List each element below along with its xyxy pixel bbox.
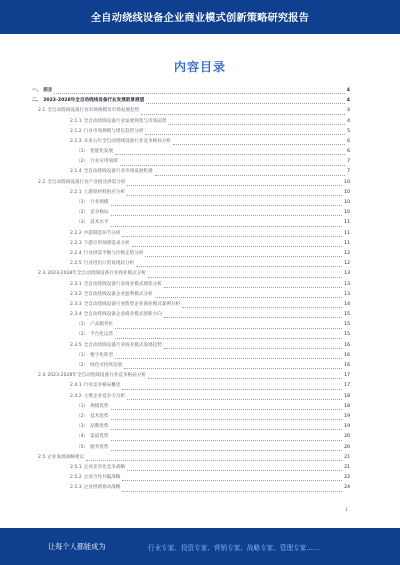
toc-entry-number: （4） <box>76 434 89 440</box>
toc-entry-title: 企业发展战略建议 <box>47 454 85 460</box>
toc-entry-number: 一、 <box>32 87 42 93</box>
toc-entry-title: 数字化转型 <box>90 352 114 358</box>
toc-leader-dots <box>115 337 342 339</box>
toc-entry[interactable] <box>32 341 350 351</box>
toc-entry-page: 22 <box>344 475 350 481</box>
toc-leader-dots <box>120 164 345 166</box>
toc-leader-dots <box>155 174 345 176</box>
toc-entry-title: 全自动绕线设备企业商业模式创新方向 <box>83 312 162 318</box>
toc-entry-title: 产品服务化 <box>90 322 114 328</box>
toc-heading: 内容目录 <box>173 60 226 74</box>
footer-tagline: 行业专家、投资专家、营销专家、战略专家、管理专家…… <box>148 544 320 552</box>
toc-leader-dots <box>111 449 343 451</box>
toc-leader-dots <box>111 225 343 227</box>
toc-entry-number: 2.5.2 <box>70 475 82 481</box>
toc-entry-number: 2.5.1 <box>70 464 82 470</box>
toc-entry-number: 2.2.5 <box>70 261 82 267</box>
toc-leader-dots <box>127 469 342 471</box>
toc-entry-number: 2.1.1 <box>70 118 82 124</box>
toc-entry-number: 2.4 <box>38 373 46 379</box>
toc-entry-page: 11 <box>344 240 350 246</box>
toc-leader-dots <box>115 153 345 155</box>
toc-leader-dots <box>122 235 342 237</box>
toc-entry[interactable] <box>32 412 350 422</box>
toc-entry-title: 全自动绕线设备企业盈利模式分析 <box>83 291 153 297</box>
toc-entry-title: 全自动绕线设备行业市场规模及市场发展趋势 <box>47 108 140 114</box>
toc-entry-page: 15 <box>344 322 350 328</box>
toc-entry-page: 4 <box>347 108 350 114</box>
toc-entry[interactable] <box>32 157 350 167</box>
toc-entry-title: 渠道优势 <box>90 434 109 440</box>
toc-entry-number: （1） <box>76 200 89 206</box>
toc-leader-dots <box>122 490 342 492</box>
toc-entry-title: 技术优势 <box>90 413 109 419</box>
toc-entry-title: 全自动绕线设备行业市场发展机遇 <box>83 169 153 175</box>
toc-leader-dots <box>111 439 343 441</box>
toc-leader-dots <box>111 214 343 216</box>
toc-entry[interactable] <box>32 300 350 310</box>
toc-entry-page: 21 <box>344 454 350 460</box>
toc-entry-page: 4 <box>346 87 350 93</box>
toc-entry-number: （2） <box>76 159 89 165</box>
toc-entry-page: 15 <box>344 332 350 338</box>
toc-entry-number: （3） <box>76 220 89 226</box>
toc-entry[interactable] <box>32 229 350 239</box>
toc-entry-title: 行业规模 <box>90 200 109 206</box>
toc-entry[interactable] <box>32 106 350 116</box>
toc-entry[interactable] <box>32 127 350 137</box>
toc-entry-title: 行业竞争格局概述 <box>83 383 121 389</box>
report-footer <box>0 528 400 565</box>
toc-entry-title: 绿色可持续发展 <box>90 363 123 369</box>
toc-entry-page: 5 <box>347 128 350 134</box>
toc-entry[interactable] <box>32 310 350 320</box>
toc-entry-title: 行业市场规模与增长趋势分析 <box>83 128 144 134</box>
toc-entry-page: 16 <box>344 342 350 348</box>
toc-entry-page: 4 <box>346 98 350 104</box>
toc-leader-dots <box>111 418 343 420</box>
toc-entry-title: 全自动绕线设备行业发展现状与市场前景 <box>83 118 167 124</box>
toc-entry-title: 规模优势 <box>90 403 109 409</box>
toc-entry-page: 20 <box>344 434 350 440</box>
toc-entry-number: 2.4.2 <box>70 393 82 399</box>
toc-entry-page: 6 <box>347 138 350 144</box>
toc-leader-dots <box>148 377 342 379</box>
toc-entry-title: 2023-2028年全自动绕线设备行业竞争格局分析 <box>47 373 146 379</box>
toc-leader-dots <box>124 367 342 369</box>
toc-entry-number: 2.3.5 <box>70 342 82 348</box>
toc-entry-title: 全自动绕线设备行业产业链及供需分析 <box>47 179 126 185</box>
toc-entry-page: 13 <box>344 281 350 287</box>
toc-entry[interactable] <box>32 208 350 218</box>
toc-leader-dots <box>148 276 342 278</box>
toc-entry-title: 品牌优势 <box>90 424 109 430</box>
toc-entry[interactable] <box>32 402 350 412</box>
toc-leader-dots <box>164 316 342 318</box>
toc-entry-title: 全自动绕线设备行业商业模式现状分析 <box>83 281 162 287</box>
toc-entry[interactable] <box>32 188 350 198</box>
toc-leader-dots <box>145 133 345 135</box>
toc-entry-number: （2） <box>76 332 89 338</box>
toc-entry[interactable] <box>32 381 350 391</box>
toc-entry[interactable] <box>32 218 350 228</box>
toc-entry[interactable] <box>32 117 350 127</box>
toc-entry-page: 11 <box>344 220 350 226</box>
toc-entry[interactable] <box>32 259 350 269</box>
toc-entry-page: 19 <box>344 424 350 430</box>
toc-entry-number: 2.3.1 <box>70 281 82 287</box>
toc-entry-page: 21 <box>344 464 350 470</box>
toc-entry-title: 全自动绕线设备行业典型企业商业模式案例分析 <box>83 301 181 307</box>
toc-entry-title: 上游原材料供应分析 <box>83 189 126 195</box>
toc-entry[interactable] <box>32 290 350 300</box>
toc-entry-number: （2） <box>76 413 89 419</box>
toc-entry-number: 2.2.2 <box>70 230 82 236</box>
toc-leader-dots <box>115 327 342 329</box>
toc-entry[interactable] <box>32 331 350 341</box>
toc-leader-dots <box>168 123 345 125</box>
toc-leader-dots <box>115 357 342 359</box>
toc-leader-dots <box>111 408 343 410</box>
toc-entry-page: 10 <box>344 200 350 206</box>
toc-entry-page: 17 <box>344 373 350 379</box>
toc-leader-dots <box>111 428 343 430</box>
toc-entry-page: 18 <box>344 393 350 399</box>
toc-entry[interactable] <box>32 371 350 381</box>
toc-leader-dots <box>164 286 342 288</box>
toc-entry-title: 下游应用领域需求分析 <box>83 240 130 246</box>
toc-entry[interactable] <box>32 392 350 402</box>
toc-entry-page: 20 <box>344 444 350 450</box>
toc-entry[interactable] <box>32 249 350 259</box>
toc-entry[interactable] <box>32 453 350 463</box>
toc-entry-page: 6 <box>347 149 350 155</box>
toc-entry[interactable] <box>32 178 350 188</box>
toc-entry-number: （5） <box>76 444 89 450</box>
toc-entry[interactable] <box>32 463 350 473</box>
toc-leader-dots <box>122 479 342 481</box>
toc-leader-dots <box>145 255 342 257</box>
toc-leader-dots <box>146 102 345 104</box>
toc-leader-dots <box>155 296 343 298</box>
toc-entry-page: 13 <box>344 291 350 297</box>
toc-entry-number: 2.5.3 <box>70 485 82 491</box>
toc-entry-title: 服务优势 <box>90 444 109 450</box>
toc-entry[interactable] <box>32 147 350 157</box>
toc-leader-dots <box>182 306 342 308</box>
toc-entry-page: 16 <box>344 352 350 358</box>
toc-entry-title: 中游制造环节分析 <box>83 230 121 236</box>
toc-entry-page: 17 <box>344 383 350 389</box>
toc-entry[interactable] <box>32 351 350 361</box>
toc-entry-page: 12 <box>344 250 350 256</box>
toc-leader-dots <box>54 92 344 94</box>
toc-entry-number: 2.1.2 <box>70 128 82 134</box>
toc-entry[interactable] <box>32 280 350 290</box>
toc-entry-page: 19 <box>344 413 350 419</box>
toc-entry-page: 16 <box>344 363 350 369</box>
toc-entry-number: （2） <box>76 210 89 216</box>
toc-entry-number: 2.2 <box>38 179 46 185</box>
toc-entry-number: 2.1 <box>38 108 46 114</box>
footer-slogan: 让每个人都能成为 <box>48 542 106 551</box>
toc-leader-dots <box>164 347 342 349</box>
toc-leader-dots <box>127 194 342 196</box>
toc-entry-title: 2023-2028年全自动绕线设备行业商业模式分析 <box>47 271 146 277</box>
toc-entry[interactable] <box>32 239 350 249</box>
report-header <box>0 0 400 34</box>
toc-entry-title: 行业应用领域 <box>90 159 118 165</box>
toc-leader-dots <box>173 143 345 145</box>
toc-entry-title: 2023-2028年全自动绕线设备行业发展前景展望 <box>43 98 145 104</box>
toc-entry-title: 技术水平 <box>90 220 109 226</box>
toc-entry-number: 2.3.2 <box>70 291 82 297</box>
toc-entry-title: 企业创新驱动战略 <box>83 485 121 491</box>
toc-entry-page: 15 <box>344 312 350 318</box>
toc-entry[interactable] <box>32 168 350 178</box>
toc-entry[interactable] <box>32 432 350 442</box>
toc-entry-page: 10 <box>344 210 350 216</box>
toc-entry-number: （1） <box>76 403 89 409</box>
toc-entry-title: 行业进出口贸易现状分析 <box>83 261 135 267</box>
toc-entry[interactable] <box>32 473 350 483</box>
toc-entry-page: 10 <box>344 189 350 195</box>
toc-leader-dots <box>132 245 342 247</box>
toc-entry-title: 前言 <box>43 87 53 93</box>
toc-entry-title: 未来五年全自动绕线设备行业竞争格局分析 <box>83 138 171 144</box>
toc-entry[interactable] <box>32 137 350 147</box>
toc-entry[interactable] <box>32 269 350 279</box>
toc-leader-dots <box>86 459 342 461</box>
page-number: 1 <box>345 508 348 513</box>
toc-entry-number: 2.4.1 <box>70 383 82 389</box>
table-of-contents <box>32 86 350 494</box>
toc-leader-dots <box>122 388 342 390</box>
toc-leader-dots <box>111 204 343 206</box>
toc-entry-title: 全自动绕线设备行业商业模式发展趋势 <box>83 342 162 348</box>
toc-entry-page: 4 <box>347 118 350 124</box>
toc-entry-page: 12 <box>344 261 350 267</box>
toc-entry-number: （2） <box>76 363 89 369</box>
toc-entry-page: 13 <box>344 271 350 277</box>
toc-entry-page: 24 <box>344 485 350 491</box>
toc-entry-number: 2.1.3 <box>70 138 82 144</box>
toc-entry-title: 主要企业竞争力分析 <box>83 393 126 399</box>
toc-entry-number: 2.2.1 <box>70 189 82 195</box>
toc-entry-number: （1） <box>76 149 89 155</box>
toc-entry[interactable] <box>32 483 350 493</box>
toc-entry-page: 11 <box>344 230 350 236</box>
toc-entry[interactable] <box>32 320 350 330</box>
toc-entry-title: 竞争格局 <box>90 210 109 216</box>
toc-entry-number: 二、 <box>32 98 42 104</box>
toc-entry-number: （3） <box>76 424 89 430</box>
toc-entry[interactable] <box>32 198 350 208</box>
toc-entry-number: 2.2.3 <box>70 240 82 246</box>
toc-leader-dots <box>136 265 342 267</box>
toc-leader-dots <box>127 398 342 400</box>
toc-entry-title: 平台化运营 <box>90 332 114 338</box>
toc-entry-number: （1） <box>76 352 89 358</box>
toc-leader-dots <box>141 113 345 115</box>
toc-entry-title: 行业供需平衡与价格走势分析 <box>83 250 144 256</box>
toc-entry-page: 10 <box>344 179 350 185</box>
toc-entry[interactable] <box>32 96 350 106</box>
toc-entry-title: 智能化发展 <box>90 149 114 155</box>
toc-entry-number: 2.5 <box>38 454 46 460</box>
toc-entry[interactable] <box>32 443 350 453</box>
toc-entry-number: 2.3.4 <box>70 312 82 318</box>
toc-entry-page: 18 <box>344 403 350 409</box>
toc-entry-page: 14 <box>344 301 350 307</box>
toc-entry-page: 7 <box>347 169 350 175</box>
toc-entry-title: 企业差异化竞争战略 <box>83 464 126 470</box>
toc-entry-page: 7 <box>347 159 350 165</box>
toc-entry-number: 2.1.4 <box>70 169 82 175</box>
toc-entry[interactable] <box>32 422 350 432</box>
toc-entry-number: （1） <box>76 322 89 328</box>
toc-entry[interactable] <box>32 86 350 96</box>
toc-entry-title: 企业合作共赢战略 <box>83 475 121 481</box>
toc-entry-number: 2.2.4 <box>70 250 82 256</box>
report-title: 全自动绕线设备企业商业模式创新策略研究报告 <box>90 13 310 24</box>
toc-entry-number: 2.3.3 <box>70 301 82 307</box>
toc-entry[interactable] <box>32 361 350 371</box>
toc-leader-dots <box>127 184 342 186</box>
toc-entry-number: 2.3 <box>38 271 46 277</box>
